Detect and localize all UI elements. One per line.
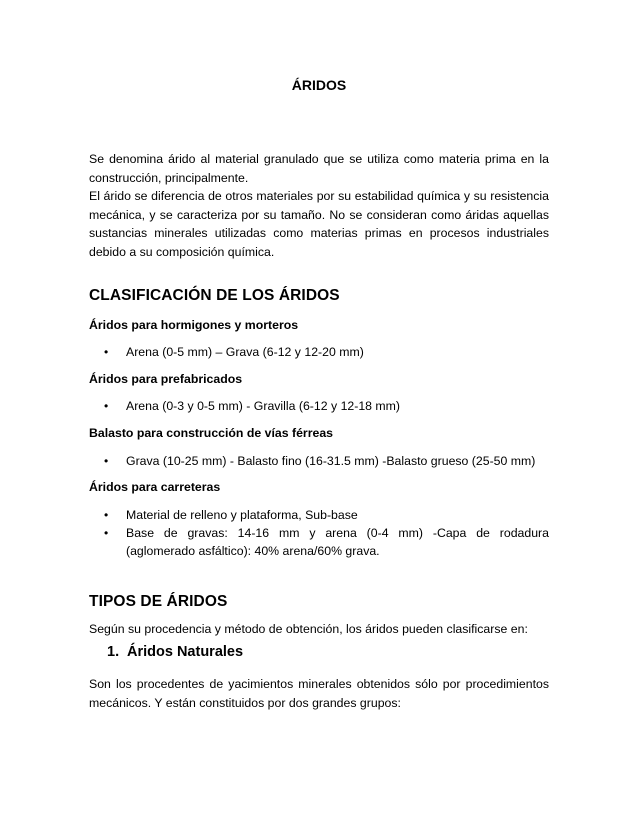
group-list-carreteras bbox=[89, 506, 549, 560]
group-title-prefabricados: Áridos para prefabricados bbox=[89, 372, 243, 386]
list-item: • Arena (0-5 mm) – Grava (6-12 y 12-20 mm) bbox=[104, 345, 364, 359]
natural-aggregates-heading bbox=[107, 644, 243, 660]
intro-paragraph-2: El árido se diferencia de otros materiales por su estabilidad química y su resistencia mecánica, y se caracteriza por su tamaño. No se consideran como áridas aquellas sustancias minerales utilizadas como materias primas en procesos industriales debido a su composición química. bbox=[89, 189, 549, 259]
types-heading: TIPOS DE ÁRIDOS bbox=[89, 593, 228, 610]
group-title-carreteras: Áridos para carreteras bbox=[89, 480, 221, 494]
list-item: • Material de relleno y plataforma, Sub-base bbox=[104, 508, 358, 522]
bullet-icon: • bbox=[104, 345, 109, 359]
list-item: • Grava (10-25 mm) - Balasto fino (16-31.5 mm) -Balasto grueso (25-50 mm) bbox=[104, 454, 536, 468]
list-item: • Arena (0-3 y 0-5 mm) - Gravilla (6-12 y 12-18 mm) bbox=[104, 399, 401, 413]
group-title-balasto: Balasto para construcción de vías férreas bbox=[89, 426, 333, 440]
group-list-balasto bbox=[89, 452, 549, 470]
bullet-icon: • bbox=[104, 454, 109, 468]
types-intro: Según su procedencia y método de obtención, los áridos pueden clasificarse en: bbox=[89, 622, 528, 636]
bullet-icon: • bbox=[104, 399, 109, 413]
list-item: • Base de gravas: 14-16 mm y arena (0-4 mm) -Capa de rodadura (aglomerado asfáltico): 40% arena/60% grava. bbox=[104, 526, 549, 558]
intro-paragraph-1: Se denomina árido al material granulado que se utiliza como materia prima en la construcción, principalmente. bbox=[89, 152, 549, 185]
document-title: ÁRIDOS bbox=[291, 77, 347, 93]
group-list-hormigones bbox=[89, 343, 549, 361]
group-title-hormigones: Áridos para hormigones y morteros bbox=[89, 318, 299, 332]
bullet-icon: • bbox=[104, 508, 109, 522]
natural-aggregates-text: Son los procedentes de yacimientos minerales obtenidos sólo por procedimientos mecánicos. Y están constituidos por dos grandes grupos: bbox=[89, 677, 549, 710]
group-list-prefabricados bbox=[89, 397, 549, 415]
bullet-icon: • bbox=[104, 526, 109, 540]
classification-heading: CLASIFICACIÓN DE LOS ÁRIDOS bbox=[89, 287, 340, 304]
list-number: 1. bbox=[107, 644, 120, 660]
natural-aggregates-title: Áridos Naturales bbox=[127, 644, 244, 660]
